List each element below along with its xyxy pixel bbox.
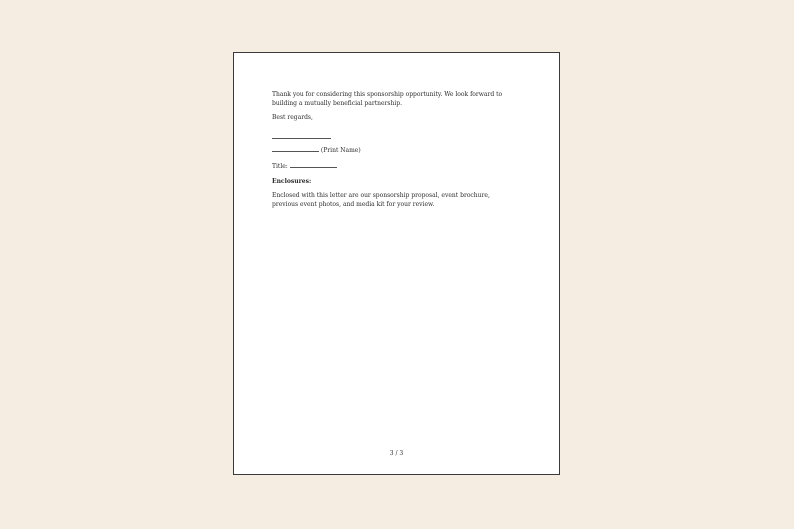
title-label: Title: <box>272 163 288 170</box>
print-name-line <box>272 145 319 152</box>
document-page <box>233 52 560 475</box>
enclosures-text: Enclosed with this letter are our sponsorship proposal, event brochure, previous event photos, and media kit for your review. <box>272 192 490 208</box>
signature-line <box>272 131 331 139</box>
page-indicator: 3 / 3 <box>389 450 404 457</box>
closing-paragraph: Thank you for considering this sponsorship opportunity. We look forward to building a mutually beneficial partnership. <box>272 91 503 107</box>
title-row <box>272 161 514 172</box>
enclosures-heading: Enclosures: <box>272 177 312 185</box>
print-name-row <box>272 145 514 156</box>
print-name-label: (Print Name) <box>320 146 361 154</box>
title-line <box>290 161 337 168</box>
sign-off: Best regards, <box>272 114 313 121</box>
letter-body <box>272 91 514 215</box>
